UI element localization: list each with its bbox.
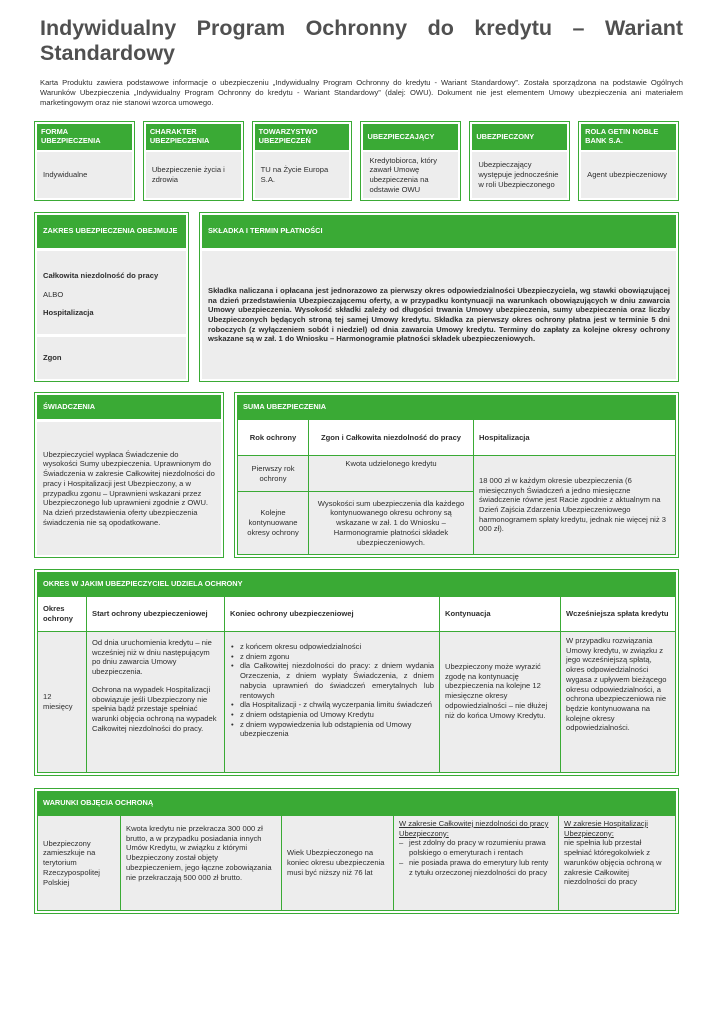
scope-item-death: Zgon [37, 337, 186, 379]
list-item: – jest zdolny do pracy w rozumieniu prawa polskiego o emeryturach i rentach [399, 838, 553, 857]
summary-form-header: FORMA UBEZPIECZENIA [37, 124, 132, 150]
summary-insured [469, 121, 570, 201]
page-title-line1: Indywidualny Program Ochronny do kredytu – Wariant [40, 16, 683, 40]
period-early: W przypadku rozwiązania Umowy kredytu, w związku z jego wcześniejszą spłatą, okres odpowiedzialności wygasa z upływem bieżącego okresu odpowiedzialności, a ochrona ubezpieczeniowa nie będzie kontynuowana na kolejne okresy odpowiedzialności. [561, 632, 676, 773]
period-start [87, 632, 225, 773]
period-start-p2: Ochrona na wypadek Hospitalizacji obowiązuje jeśli Ubezpieczony nie spełnia bądź przestaje spełniać warunki objęcia ochroną na wypadek Całkowitej niezdolności do pracy. [92, 684, 217, 733]
conditions-header: WARUNKI OBJĘCIA OCHRONĄ [37, 791, 676, 815]
benefits-header: ŚWIADCZENIA [37, 395, 221, 419]
list-item: • z dniem wypowiedzenia lub odstąpienia od Umowy ubezpieczenia [230, 720, 434, 739]
list-item: • dla Całkowitej niezdolności do pracy: z dniem wydania Orzeczenia, z dniem wypłaty Świadczenia, z dniem nabycia uprawnień do świadczeń emerytalnych lub rentowych [230, 661, 434, 700]
summary-bank-role-header: ROLA GETIN NOBLE BANK S.A. [581, 124, 676, 150]
page-title [40, 16, 683, 66]
conditions-table-wrap [37, 815, 676, 911]
benefits-box [34, 392, 224, 558]
condition-disability-title: W zakresie Całkowitej niezdolności do pracy Ubezpieczony: [399, 819, 549, 838]
summary-insurer [252, 121, 353, 201]
summary-bank-role [578, 121, 679, 201]
period-box [34, 569, 679, 776]
period-col-continuation: Kontynuacja [440, 597, 561, 632]
list-item: • z dniem odstąpienia od Umowy Kredytu [230, 710, 434, 720]
summary-insurer-header: TOWARZYSTWO UBEZPIECZEŃ [255, 124, 350, 150]
period-end [225, 632, 440, 773]
sum-col-hospital: Hospitalizacja [474, 420, 676, 456]
sum-hospital-value: 18 000 zł w każdym okresie ubezpieczenia (6 miesięcznych Świadczeń a jedno miesięczne świadczenie równe jest Racie zgodnie z aktualnym na Dzień Zajścia Zdarzenia Ubezpieczeniowego harmonogramem spłaty kredytu, jednak nie więcej niż 3 000 zł). [474, 456, 676, 555]
scope-header: ZAKRES UBEZPIECZENIA OBEJMUJE [37, 215, 186, 248]
sum-col-year: Rok ochrony [238, 420, 309, 456]
sum-row2-label: Kolejne kontynuowane okresy ochrony [238, 492, 309, 555]
period-header: OKRES W JAKIM UBEZPIECZYCIEL UDZIELA OCHRONY [37, 572, 676, 596]
conditions-table [37, 815, 676, 911]
period-col-end: Koniec ochrony ubezpieczeniowej [225, 597, 440, 632]
condition-loan-amount: Kwota kredytu nie przekracza 300 000 zł brutto, a w przypadku posiadania innych Umów Kredytu, w związku z którymi Ubezpieczony został objęty ubezpieczeniem, jego łączne zobowiązania nie przekraczają 500 000 zł brutto. [121, 816, 282, 911]
summary-character [143, 121, 244, 201]
condition-disability [394, 816, 559, 911]
premium-header: SKŁADKA I TERMIN PŁATNOŚCI [202, 215, 676, 248]
condition-hospitalization-text: nie spełnia lub przestał spełniać któregokolwiek z warunków objęcia ochroną w zakresie Całkowitej niezdolności do pracy [564, 838, 662, 887]
list-item: – nie posiada prawa do emerytury lub renty z tytułu orzeczonej niezdolności do pracy [399, 858, 553, 877]
summary-policyholder [360, 121, 461, 201]
list-item: • z dniem zgonu [230, 652, 434, 662]
summary-insured-header: UBEZPIECZONY [472, 124, 567, 150]
intro-paragraph: Karta Produktu zawiera podstawowe informacje o ubezpieczeniu „Indywidualny Program Ochronny do kredytu - Wariant Standardowy”. Została sporządzona na podstawie Ogólnych Warunków Ubezpieczenia „Indywidualny Program Ochronny do kredytu - Wariant Standardowy” (dalej: OWU). Dokument nie jest elementem Umowy ubezpieczenia ani materiałem marketingowym oraz nie stanowi wzorca umowego. [40, 78, 683, 107]
scope-box [34, 212, 189, 382]
condition-hospitalization-title: W zakresie Hospitalizacji Ubezpieczony: [564, 819, 648, 838]
condition-age: Wiek Ubezpieczonego na koniec okresu ubezpieczenia musi być niższy niż 76 lat [282, 816, 394, 911]
period-col-months: Okres ochrony [38, 597, 87, 632]
period-col-start: Start ochrony ubezpieczeniowej [87, 597, 225, 632]
summary-insurer-value: TU na Życie Europa S.A. [255, 152, 350, 198]
premium-box [199, 212, 679, 382]
scope-list [37, 251, 186, 334]
sum-box [234, 392, 679, 558]
period-end-list [230, 642, 434, 739]
sum-header: SUMA UBEZPIECZENIA [237, 395, 676, 419]
period-col-early: Wcześniejsza spłata kredytu [561, 597, 676, 632]
list-item: • z końcem okresu odpowiedzialności [230, 642, 434, 652]
condition-hospitalization [559, 816, 676, 911]
sum-row2-value: Wysokości sum ubezpieczenia dla każdego kontynuowanego okresu ochrony są wskazane w zał. 1 do Wniosku – Harmonogramie płatności składek ubezpieczeniowych. [309, 492, 474, 555]
sum-table-wrap [237, 419, 676, 555]
premium-text: Składka naliczana i opłacana jest jednorazowo za pierwszy okres odpowiedzialności Ubezpieczyciela, wg stawki obowiązującej na dzień przedstawienia Ubezpieczającemu oferty, a w przypadku kontynuacji na warunkach obowiązujących w dniu zawarcia Umowy ubezpieczenia. Wysokość składki zależy od długości trwania Umowy ubezpieczenia, sumy ubezpieczenia oraz liczby Ubezpieczonych będących stroną tej samej Umowy kredytu. Składka za pierwszy okres ochrony płatna jest w terminie 5 dni roboczych (z wyłączeniem sobót i niedziel) od dnia zawarcia Umowy kredytu. Terminy do zapłaty za kolejne okresy ochrony wskazane są w zał. 1 do Wniosku – Harmonogramie płatności składek ubezpieczeniowych. [202, 251, 676, 379]
scope-item-disability: Całkowita niezdolność do pracy [43, 271, 159, 280]
condition-disability-list [399, 838, 553, 877]
summary-form [34, 121, 135, 201]
benefits-text: Ubezpieczyciel wypłaca Świadczenie do wysokości Sumy ubezpieczenia. Uprawnionym do Świadczenia w zakresie Całkowitej niezdolności do pracy i Hospitalizacji jest Ubezpieczony, a w przypadku zgonu – Uprawnieni wskazani przez Ubezpieczonego lub uprawnieni zgodnie z OWU. Na dzień przedstawienia oferty ubezpieczenia świadczenia nie są opodatkowane. [37, 422, 221, 555]
list-item: • dla Hospitalizacji - z chwilą wyczerpania limitu świadczeń [230, 700, 434, 710]
summary-form-value: Indywidualne [37, 152, 132, 198]
period-months: 12 miesięcy [38, 632, 87, 773]
period-start-p1: Od dnia uruchomienia kredytu – nie wcześniej niż w dniu następującym po dniu zawarcia Umowy ubezpieczenia. [92, 638, 212, 677]
sum-row1-value: Kwota udzielonego kredytu [309, 456, 474, 492]
sum-row1-label: Pierwszy rok ochrony [238, 456, 309, 492]
summary-character-header: CHARAKTER UBEZPIECZENIA [146, 124, 241, 150]
summary-policyholder-value: Kredytobiorca, który zawarł Umowę ubezpieczenia na odstawie OWU [363, 152, 458, 198]
conditions-box [34, 788, 679, 914]
scope-item-hospitalization: Hospitalizacja [43, 308, 94, 318]
summary-policyholder-header: UBEZPIECZAJĄCY [363, 124, 458, 150]
page-title-line2: Standardowy [40, 40, 175, 65]
period-continuation: Ubezpieczony może wyrazić zgodę na kontynuację ubezpieczenia na kolejne 12 miesięczne okresy odpowiedzialności – nie dłużej niż do końca Umowy Kredytu. [440, 632, 561, 773]
summary-insured-value: Ubezpieczający występuje jednocześnie w roli Ubezpieczonego [472, 152, 567, 198]
summary-bank-role-value: Agent ubezpieczeniowy [581, 152, 676, 198]
sum-col-death: Zgon i Całkowita niezdolność do pracy [309, 420, 474, 456]
period-table-wrap [37, 596, 676, 773]
summary-grid [34, 121, 679, 201]
condition-residence: Ubezpieczony zamieszkuje na terytorium Rzeczypospolitej Polskiej [38, 816, 121, 911]
period-table [37, 596, 676, 773]
summary-character-value: Ubezpieczenie życia i zdrowia [146, 152, 241, 198]
scope-item-or: ALBO [43, 289, 64, 299]
sum-table [237, 419, 676, 555]
